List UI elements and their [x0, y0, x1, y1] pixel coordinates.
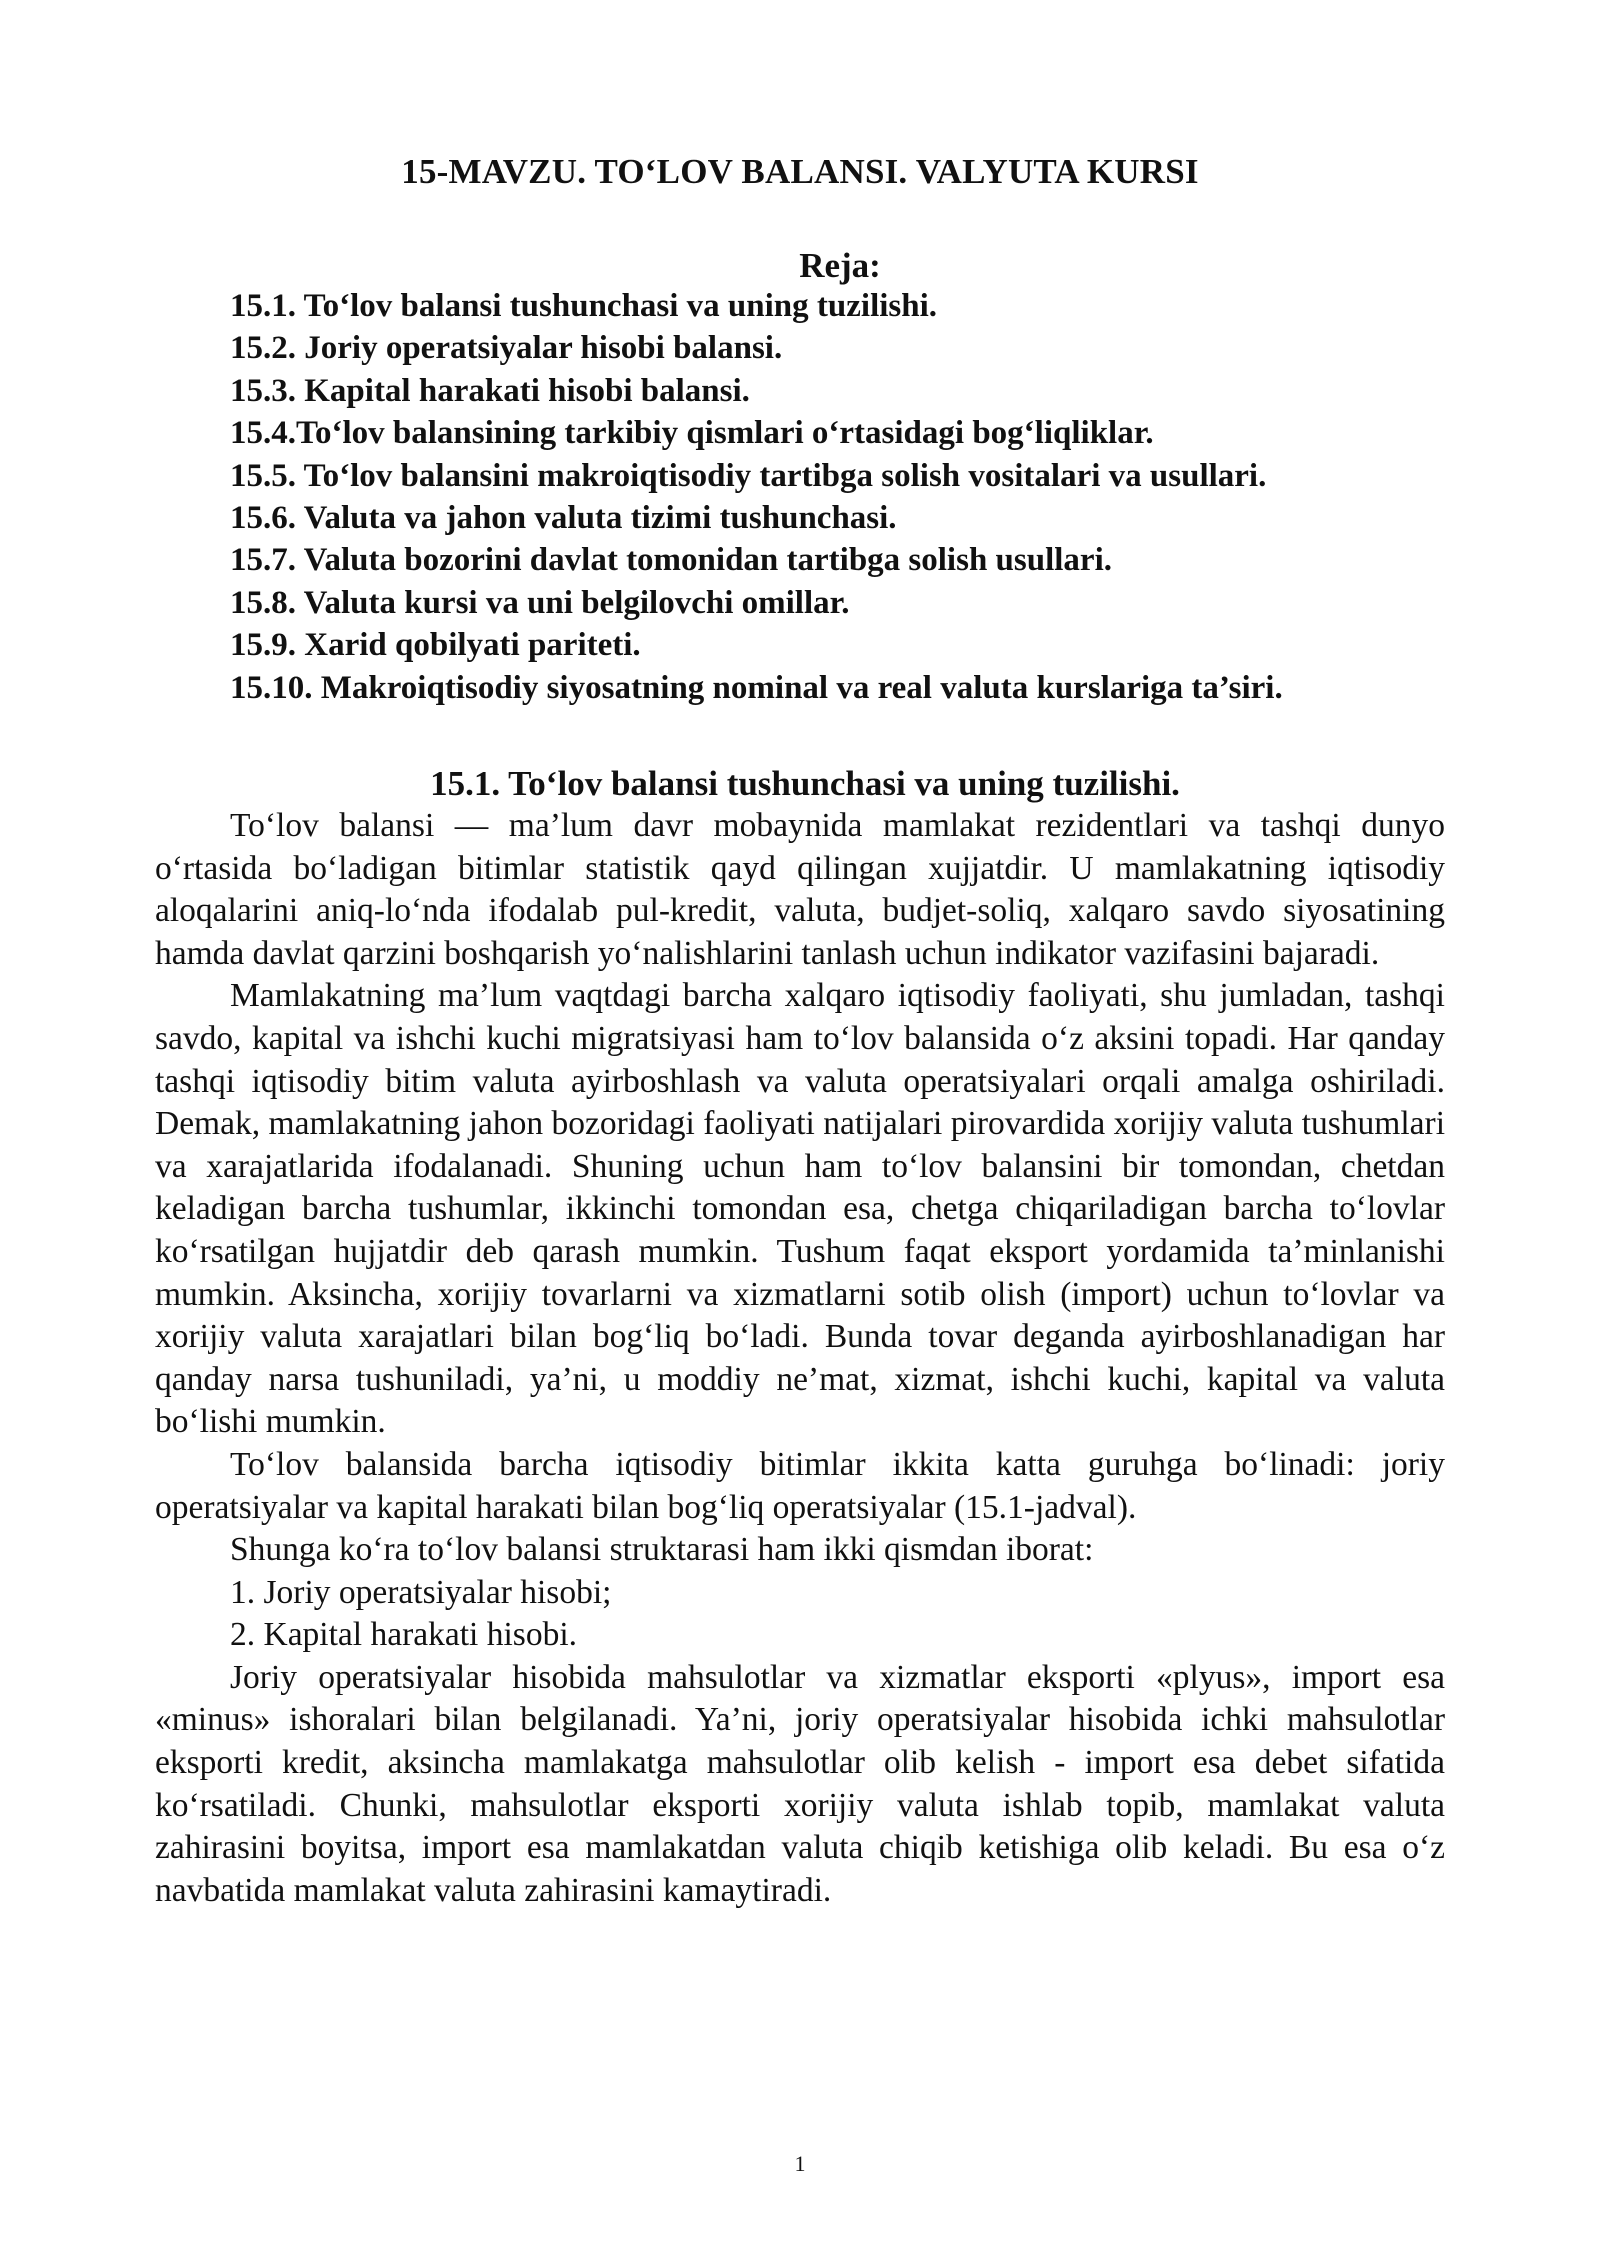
- paragraph: To‘lov balansi — ma’lum davr mobaynida mamlakat rezidentlari va tashqi dunyo o‘rtasida bo‘ladigan bitimlar statistik qayd qilingan xujjatdir. U mamlakatning iqtisodiy aloqalarini aniq-lo‘nda ifodalab pul-kredit, valuta, budjet-soliq, xalqaro savdo siyosatining hamda davlat qarzini boshqarish yo‘nalishlarini tanlash uchun indikator vazifasini bajaradi.: [155, 807, 1445, 972]
- list-item: 1. Joriy operatsiyalar hisobi;: [230, 1573, 612, 1611]
- page-number: 1: [794, 2151, 806, 2176]
- plan-item: 15.10. Makroiqtisodiy siyosatning nominal va real valuta kurslariga ta’siri.: [230, 669, 1283, 706]
- plan-item: 15.4.To‘lov balansining tarkibiy qismlari o‘rtasidagi bog‘liqliklar.: [230, 415, 1154, 452]
- plan-item: 15.5. To‘lov balansini makroiqtisodiy tartibga solish vositalari va usullari.: [230, 457, 1267, 494]
- plan-heading: Reja:: [799, 246, 881, 285]
- plan-item: 15.8. Valuta kursi va uni belgilovchi omillar.: [230, 584, 850, 621]
- section-heading: 15.1. To‘lov balansi tushunchasi va uning tuzilishi.: [430, 764, 1180, 803]
- paragraph: To‘lov balansida barcha iqtisodiy bitimlar ikkita katta guruhga bo‘linadi: joriy operatsiyalar va kapital harakati bilan bog‘liq operatsiyalar (15.1-jadval).: [155, 1445, 1445, 1526]
- paragraph: Shunga ko‘ra to‘lov balansi struktarasi ham ikki qismdan iborat:: [230, 1531, 1094, 1569]
- plan-item: 15.7. Valuta bozorini davlat tomonidan tartibga solish usullari.: [230, 542, 1112, 579]
- paragraph: Mamlakatning ma’lum vaqtdagi barcha xalqaro iqtisodiy faoliyati, shu jumladan, tashqi savdo, kapital va ishchi kuchi migratsiyasi ham to‘lov balansida o‘z aksini topadi. Har qanday tashqi iqtisodiy bitim valuta ayirboshlash va valuta operatsiyalari orqali amalga oshiriladi. Demak, mamlakatning jahon bozoridagi faoliyati natijalari pirovardida xorijiy valuta tushumlari va xarajatlarida ifodalanadi. Shuning uchun ham to‘lov balansini bir tomondan, chetdan keladigan barcha tushumlar, ikkinchi tomondan esa, chetga chiqariladigan barcha to‘lovlar ko‘rsatilgan hujjatdir deb qarash mumkin. Tushum faqat eksport yordamida ta’minlanishi mumkin. Aksincha, xorijiy tovarlarni va xizmatlarni sotib olish (import) uchun to‘lovlar va xorijiy valuta xarajatlari bilan bog‘liq bo‘ladi. Bunda tovar deganda ayirboshlanadigan har qanday narsa tushuniladi, ya’ni, u moddiy ne’mat, xizmat, ishchi kuchi, kapital va valuta bo‘lishi mumkin.: [155, 977, 1445, 1441]
- plan-item: 15.6. Valuta va jahon valuta tizimi tushunchasi.: [230, 500, 897, 537]
- document-title: 15-MAVZU. TO‘LOV BALANSI. VALYUTA KURSI: [401, 152, 1199, 191]
- plan-item: 15.1. To‘lov balansi tushunchasi va uning tuzilishi.: [230, 288, 938, 324]
- plan-item: 15.2. Joriy operatsiyalar hisobi balansi.: [230, 330, 783, 367]
- body-text: [155, 805, 1445, 1912]
- list-item: 2. Kapital harakati hisobi.: [230, 1616, 578, 1654]
- plan-item: 15.9. Xarid qobilyati pariteti.: [230, 627, 641, 664]
- plan-item: 15.3. Kapital harakati hisobi balansi.: [230, 372, 750, 409]
- paragraph: Joriy operatsiyalar hisobida mahsulotlar va xizmatlar eksporti «plyus», import esa «minus» ishoralari bilan belgilanadi. Ya’ni, joriy operatsiyalar hisobida ichki mahsulotlar eksporti kredit, aksincha mamlakatga mahsulotlar olib kelish - import esa debet sifatida ko‘rsatiladi. Chunki, mahsulotlar eksporti xorijiy valuta ishlab topib, mamlakat valuta zahirasini boyitsa, import esa mamlakatdan valuta chiqib ketishiga olib keladi. Bu esa o‘z navbatida mamlakat valuta zahirasini kamaytiradi.: [155, 1658, 1445, 1909]
- plan-list: [230, 285, 1480, 709]
